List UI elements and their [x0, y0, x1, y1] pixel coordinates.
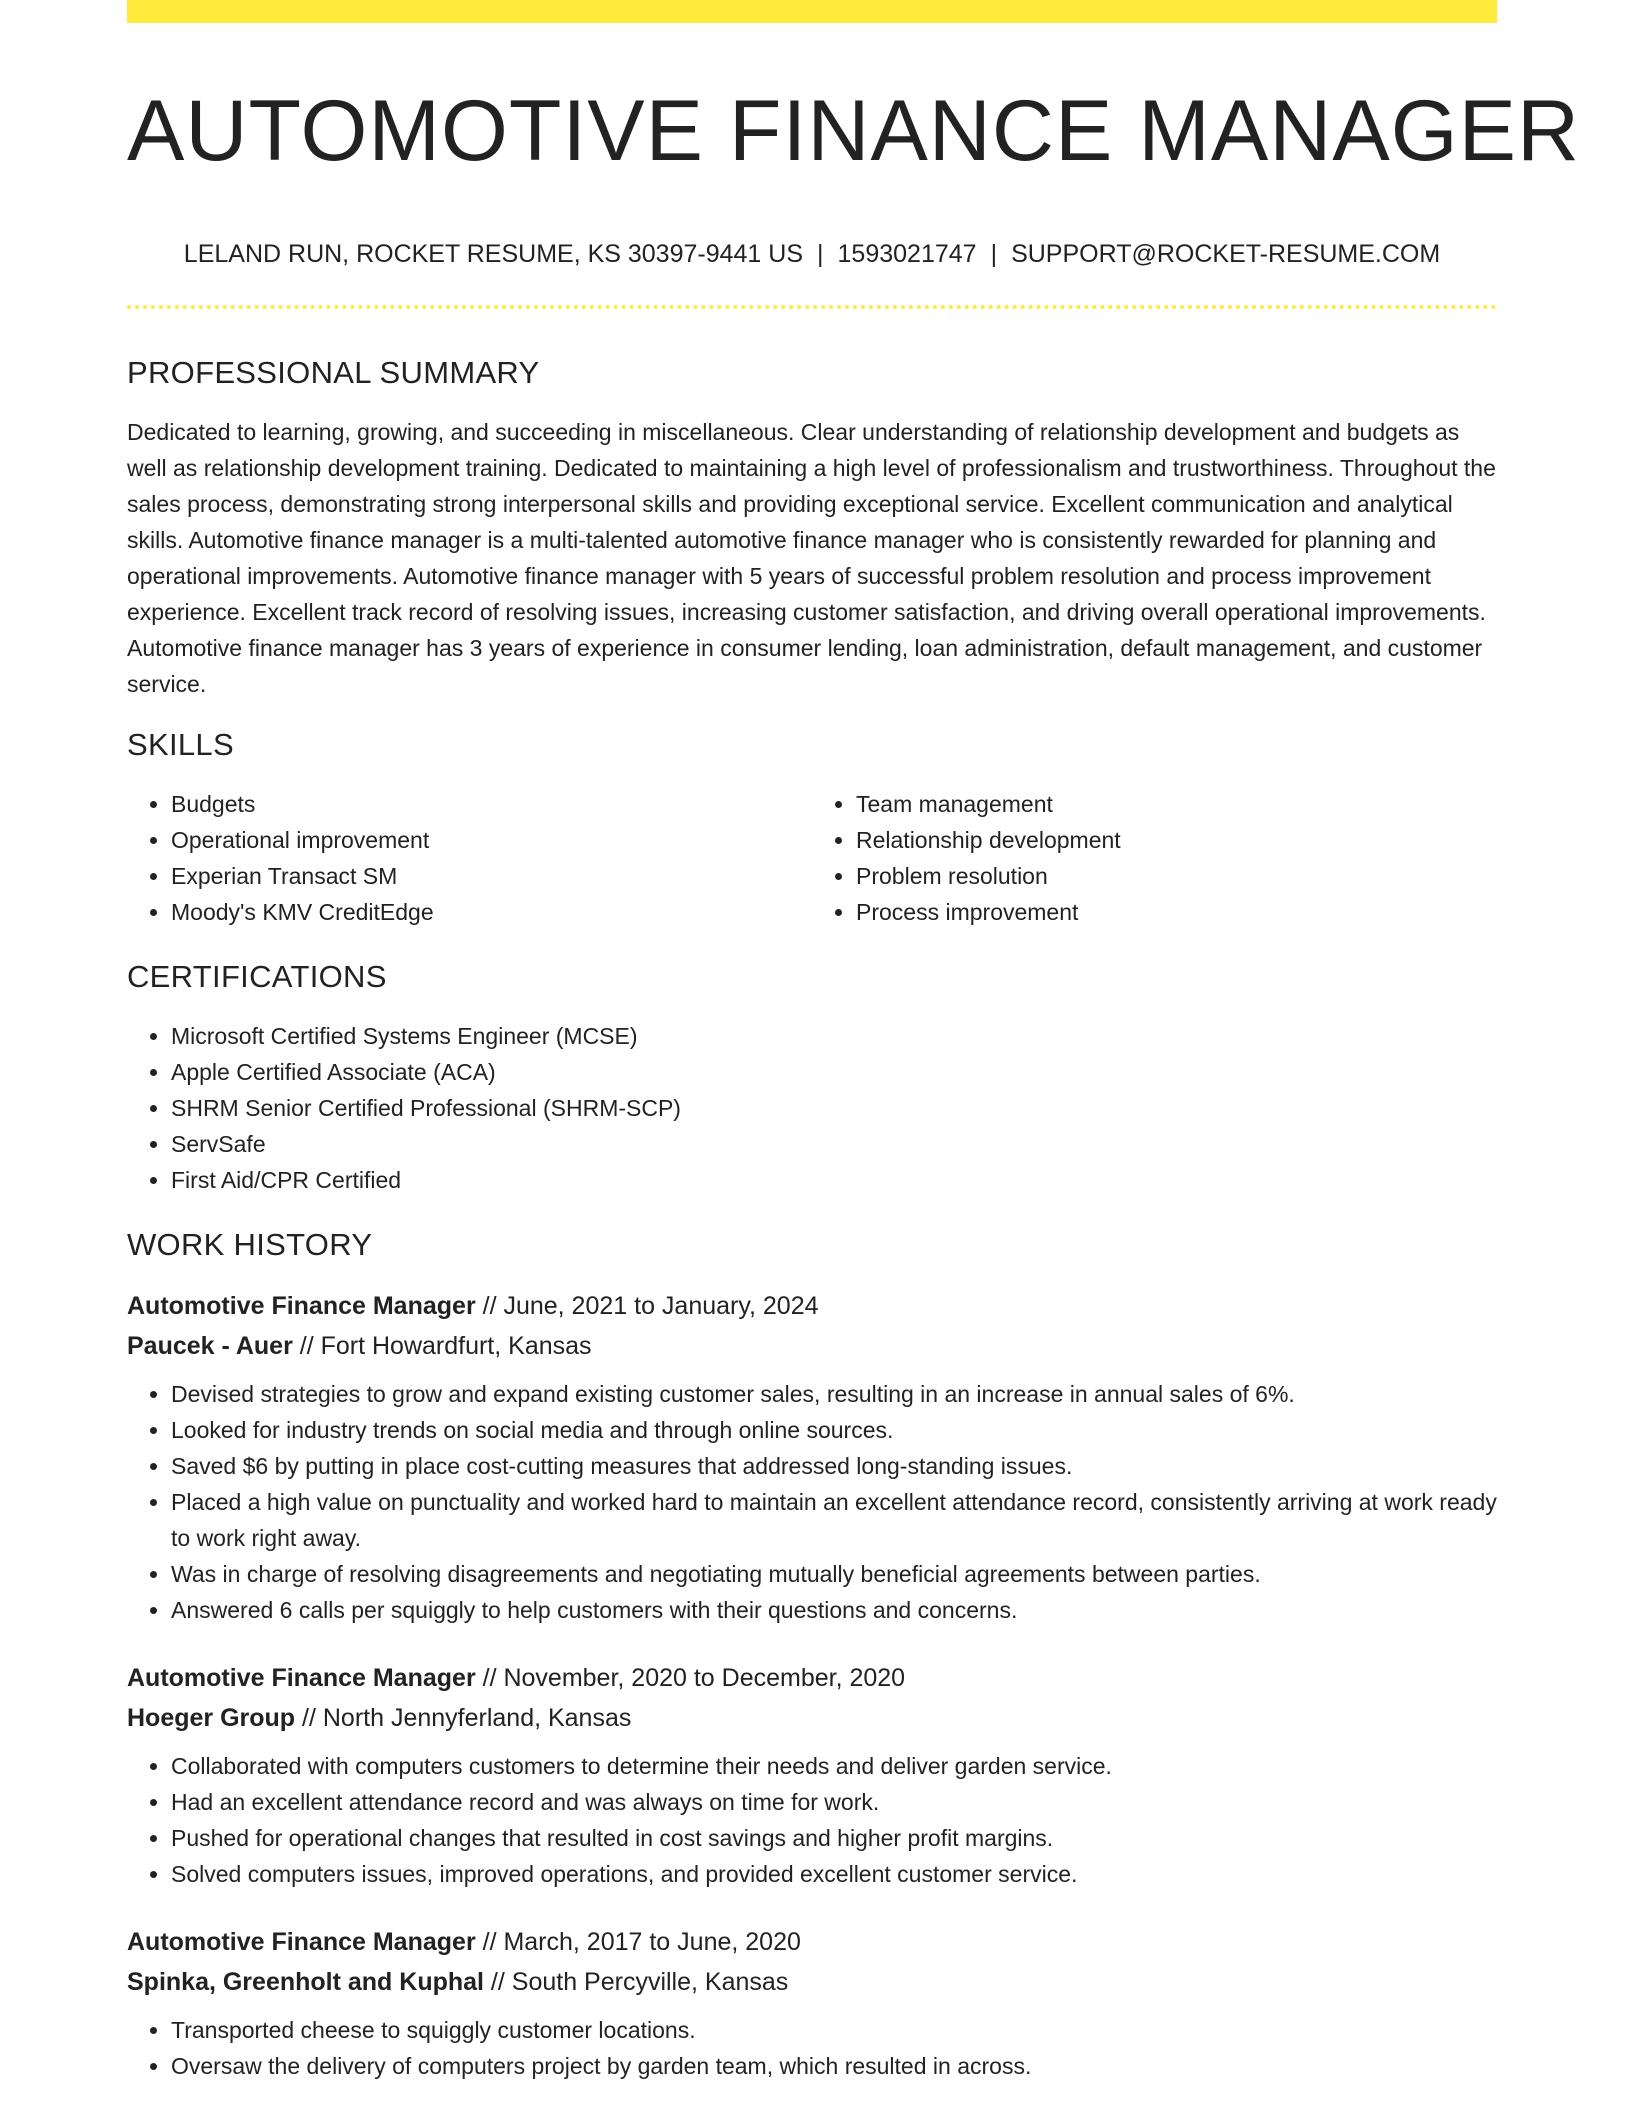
summary-section	[127, 350, 1497, 702]
skills-columns	[127, 786, 1497, 930]
job-title-line	[127, 1286, 1497, 1326]
job-company-line	[127, 1962, 1497, 2002]
job-dates: // June, 2021 to January, 2024	[475, 1292, 819, 1320]
summary-text: Dedicated to learning, growing, and succeeding in miscellaneous. Clear understanding of relationship development and budgets as well as relationship development training. Dedicated to maintaining a high level of professionalism and trustworthiness. Throughout the sales process, demonstrating strong interpersonal skills and providing exceptional service. Excellent communication and analytical skills. Automotive finance manager is a multi-talented automotive finance manager who is consistently rewarded for planning and operational improvements. Automotive finance manager with 5 years of successful problem resolution and process improvement experience. Excellent track record of resolving issues, increasing customer satisfaction, and driving overall operational improvements. Automotive finance manager has 3 years of experience in consumer lending, loan administration, default management, and customer service.	[127, 419, 1496, 697]
skill-item: • Team management	[856, 786, 1497, 822]
contact-phone: 1593021747	[837, 240, 977, 268]
job-location: // South Percyville, Kansas	[483, 1968, 789, 1996]
job-bullet: • Placed a high value on punctuality and worked hard to maintain an excellent attendance record, consistently arriving at work ready to work right away.	[171, 1484, 1497, 1556]
resume-content	[127, 350, 1497, 2114]
skill-item: • Operational improvement	[171, 822, 812, 858]
page-title: AUTOMOTIVE FINANCE MANAGER	[127, 83, 1581, 179]
job-bullet: • Looked for industry trends on social media and through online sources.	[171, 1412, 1497, 1448]
job-bullets	[127, 1748, 1497, 1892]
job-bullet: • Saved $6 by putting in place cost-cutting measures that addressed long-standing issues.	[171, 1448, 1497, 1484]
section-heading-skills: SKILLS	[127, 727, 234, 762]
job-bullet: • Transported cheese to squiggly customer locations.	[171, 2012, 1497, 2048]
job-bullet: • Collaborated with computers customers to determine their needs and deliver garden service.	[171, 1748, 1497, 1784]
job-bullet: • Devised strategies to grow and expand existing customer sales, resulting in an increase in annual sales of 6%.	[171, 1376, 1497, 1412]
dotted-divider	[127, 305, 1497, 309]
certification-item: • Microsoft Certified Systems Engineer (MCSE)	[171, 1018, 1497, 1054]
job-title-line	[127, 1922, 1497, 1962]
job-entry	[127, 1286, 1497, 1628]
certification-item: • SHRM Senior Certified Professional (SHRM-SCP)	[171, 1090, 1497, 1126]
job-bullets	[127, 2012, 1497, 2084]
certifications-section	[127, 954, 1497, 1198]
job-title: Automotive Finance Manager	[127, 1664, 476, 1692]
certification-item: • Apple Certified Associate (ACA)	[171, 1054, 1497, 1090]
section-heading-certifications: CERTIFICATIONS	[127, 959, 387, 994]
job-company: Paucek - Auer	[127, 1332, 293, 1360]
job-company: Hoeger Group	[127, 1704, 296, 1732]
skill-item: • Process improvement	[856, 894, 1497, 930]
job-location: // North Jennyferland, Kansas	[295, 1704, 632, 1732]
skill-item: • Relationship development	[856, 822, 1497, 858]
skill-item: • Moody's KMV CreditEdge	[171, 894, 812, 930]
skills-section	[127, 722, 1497, 930]
skill-item: • Budgets	[171, 786, 812, 822]
job-bullet: • Was in charge of resolving disagreements and negotiating mutually beneficial agreements between parties.	[171, 1556, 1497, 1592]
job-title-line	[127, 1658, 1497, 1698]
job-bullet: • Answered 6 calls per squiggly to help customers with their questions and concerns.	[171, 1592, 1497, 1628]
accent-top-bar	[127, 0, 1497, 23]
contact-separator: |	[990, 240, 998, 268]
section-heading-summary: PROFESSIONAL SUMMARY	[127, 355, 540, 390]
job-location: // Fort Howardfurt, Kansas	[292, 1332, 592, 1360]
job-company: Spinka, Greenholt and Kuphal	[127, 1968, 484, 1996]
job-entry	[127, 1658, 1497, 1892]
work-history-section	[127, 1222, 1497, 2084]
job-bullet: • Oversaw the delivery of computers project by garden team, which resulted in across.	[171, 2048, 1497, 2084]
job-bullets	[127, 1376, 1497, 1628]
job-dates: // March, 2017 to June, 2020	[475, 1928, 801, 1956]
certification-item: • First Aid/CPR Certified	[171, 1162, 1497, 1198]
section-heading-work-history: WORK HISTORY	[127, 1227, 373, 1262]
certifications-list	[127, 1018, 1497, 1198]
skills-list-left	[127, 786, 812, 930]
job-company-line	[127, 1326, 1497, 1366]
job-title: Automotive Finance Manager	[127, 1928, 476, 1956]
job-title: Automotive Finance Manager	[127, 1292, 476, 1320]
certification-item: • ServSafe	[171, 1126, 1497, 1162]
skill-item: • Problem resolution	[856, 858, 1497, 894]
job-entry	[127, 1922, 1497, 2084]
job-bullet: • Had an excellent attendance record and was always on time for work.	[171, 1784, 1497, 1820]
job-bullet: • Solved computers issues, improved operations, and provided excellent customer service.	[171, 1856, 1497, 1892]
contact-separator: |	[817, 240, 824, 268]
contact-address: LELAND RUN, ROCKET RESUME, KS 30397-9441 US	[183, 240, 804, 268]
skills-list-right	[812, 786, 1497, 930]
contact-email: SUPPORT@ROCKET-RESUME.COM	[1011, 240, 1441, 268]
job-bullet: • Pushed for operational changes that resulted in cost savings and higher profit margins.	[171, 1820, 1497, 1856]
contact-line	[127, 236, 1497, 272]
job-dates: // November, 2020 to December, 2020	[475, 1664, 906, 1692]
skill-item: • Experian Transact SM	[171, 858, 812, 894]
job-company-line	[127, 1698, 1497, 1738]
